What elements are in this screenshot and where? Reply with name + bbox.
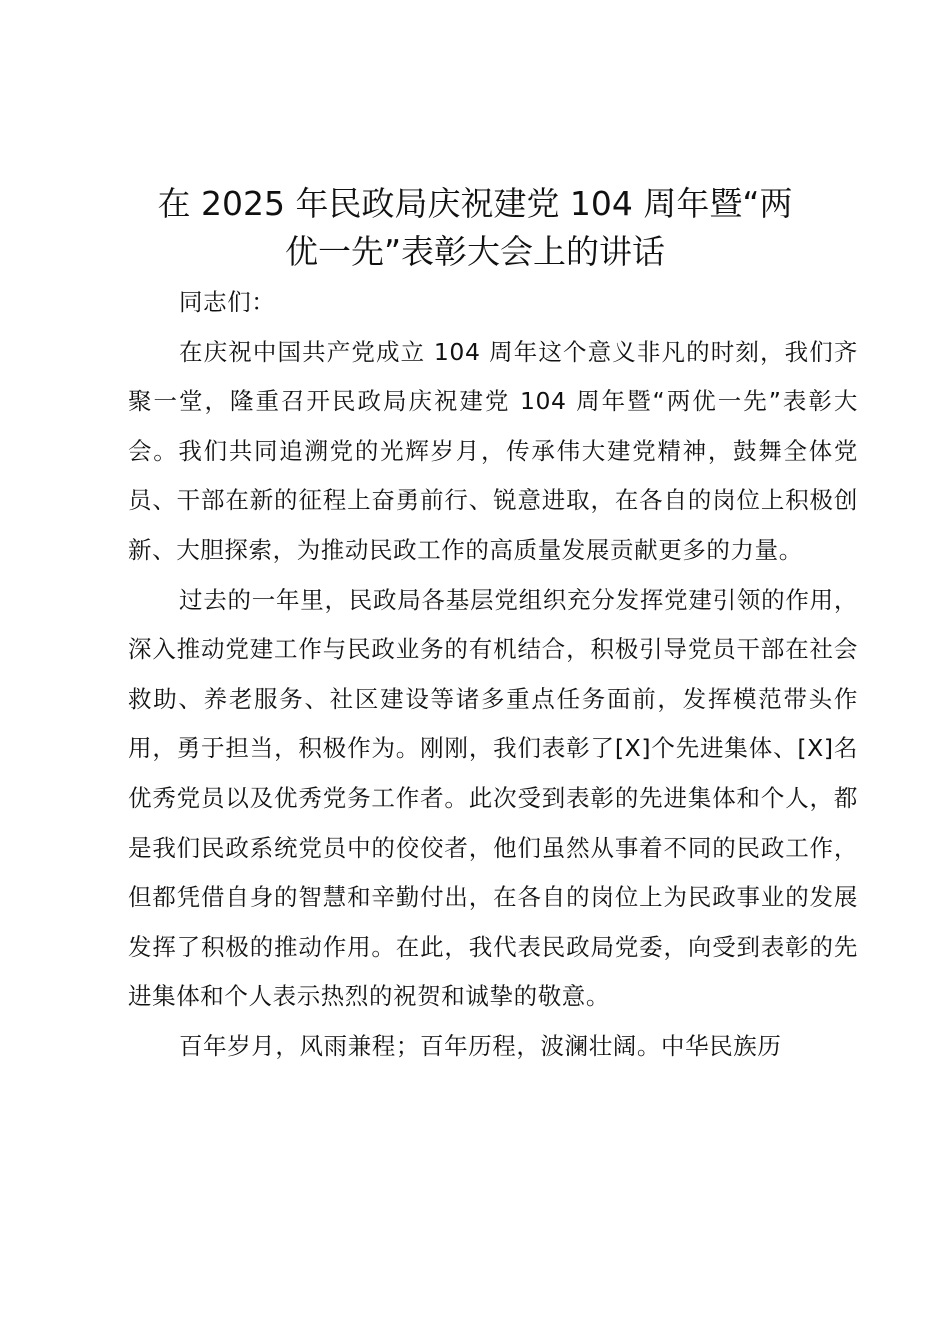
title-line-1: 在 2025 年民政局庆祝建党 104 周年暨“两 <box>157 184 793 223</box>
salutation: 同志们： <box>179 288 276 316</box>
document-body <box>128 278 858 1072</box>
paragraph-3: 百年岁月，风雨兼程；百年历程，波澜壮阔。中华民族历 <box>179 1031 782 1060</box>
paragraph-1: 在庆祝中国共产党成立 104 周年这个意义非凡的时刻，我们齐聚一堂，隆重召开民政局庆祝建党 104 周年暨“两优一先”表彰大会。我们共同追溯党的光辉岁月，传承伟大建党精神，鼓舞全体党员、干部在新的征程上奋勇前行、锐意进取，在各自的岗位上积极创新、大胆探索，为推动民政工作的高质量发展贡献更多的力量。 <box>128 337 858 564</box>
paragraph-2: 过去的一年里，民政局各基层党组织充分发挥党建引领的作用，深入推动党建工作与民政业务的有机结合，积极引导党员干部在社会救助、养老服务、社区建设等诸多重点任务面前，发挥模范带头作用，勇于担当，积极作为。刚刚，我们表彰了[X]个先进集体、[X]名优秀党员以及优秀党务工作者。此次受到表彰的先进集体和个人，都是我们民政系统党员中的佼佼者，他们虽然从事着不同的民政工作，但都凭借自身的智慧和辛勤付出，在各自的岗位上为民政事业的发展发挥了积极的推动作用。在此，我代表民政局党委，向受到表彰的先进集体和个人表示热烈的祝贺和诚挚的敬意。 <box>128 585 858 1011</box>
document-title <box>100 180 850 276</box>
title-line-2: 优一先”表彰大会上的讲话 <box>284 232 666 271</box>
